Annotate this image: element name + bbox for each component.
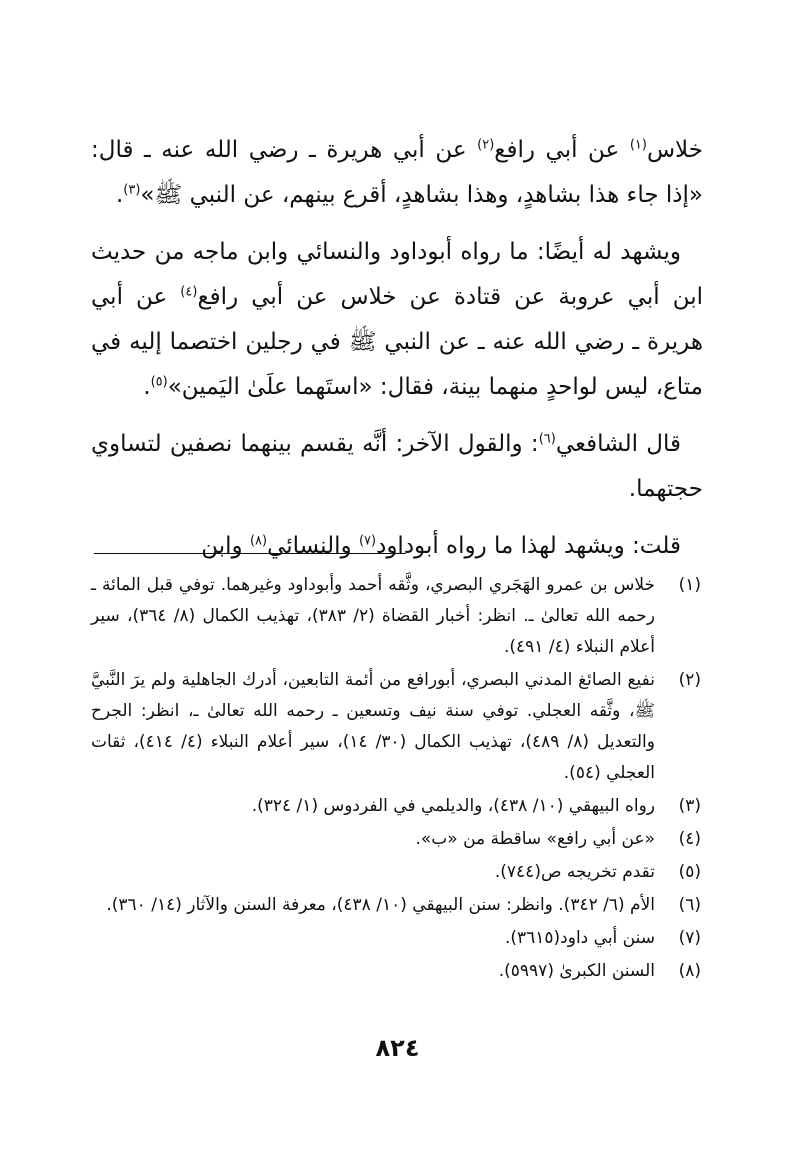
footnote-ref[interactable]: (٥) <box>150 374 168 390</box>
paragraph-text: قلت: ويشهد لهذا ما رواه أبوداود <box>376 533 681 559</box>
paragraph-text: . <box>143 374 151 400</box>
footnote-text: تقدم تخريجه ص(٧٤٤). <box>494 862 655 882</box>
paragraph-text: عن أبي هريرة ـ رضي الله عنه ـ قال: «إذا جاء هذا بشاهدٍ، وهذا بشاهدٍ، أقرع بينهم، عن النبي ﷺ» <box>91 137 703 208</box>
footnote-number: (١) <box>678 575 701 595</box>
footnote-ref[interactable]: (٦) <box>538 431 556 447</box>
footnote-item <box>91 890 701 921</box>
footnote-number: (٨) <box>678 961 701 981</box>
footnote-ref[interactable]: (٤) <box>180 284 198 300</box>
footnote-ref[interactable]: (٣) <box>123 182 141 198</box>
footnote-number: (٦) <box>678 895 701 915</box>
paragraph-text: وابن <box>201 533 250 559</box>
footnote-ref[interactable]: (١) <box>629 137 647 153</box>
paragraph-text: : والقول الآخر: أنَّه يقسم بينهما نصفين لتساوي حجتهما. <box>91 431 703 502</box>
footnote-ref[interactable]: (٨) <box>249 533 268 549</box>
footnote-number: (٢) <box>678 670 701 690</box>
paragraph-text: عن أبي رافع <box>494 137 630 163</box>
footnote-text: سنن أبي داود(٣٦١٥). <box>504 928 655 948</box>
paragraph <box>91 524 703 569</box>
footnote-item <box>91 791 701 822</box>
footnote-number: (٣) <box>678 796 701 816</box>
footnote-ref[interactable]: (٧) <box>358 533 377 549</box>
footnote-item <box>91 665 701 789</box>
paragraph-text: قال الشافعي <box>555 431 681 457</box>
main-text <box>91 128 703 581</box>
paragraph-text: خلاس <box>646 137 703 163</box>
paragraph-text: والنسائي <box>267 533 359 559</box>
footnote-number: (٤) <box>678 829 701 849</box>
footnote-text: نفيع الصائغ المدني البصري، أبورافع من أئمة التابعين، أدرك الجاهلية ولم يرَ النَّبيَّ ﷺ، وثَّقه العجلي. توفي سنة نيف وتسعين ـ رحمه الله تعالىٰ ـ، انظر: الجرح والتعديل (٨/ ٤٨٩)، تهذيب الكمال (٣٠/ ١٤)، سير أعلام النبلاء (٤/ ٤١٤)، ثقات العجلي (٥٤). <box>91 670 655 783</box>
footnote-item <box>91 857 701 888</box>
footnote-number: (٧) <box>678 928 701 948</box>
footnotes-list <box>91 570 701 989</box>
footnote-text: السنن الكبرىٰ (٥٩٩٧). <box>498 961 655 981</box>
footnote-divider <box>94 553 406 554</box>
paragraph-text: عن أبي هريرة ـ رضي الله عنه ـ عن النبي ﷺ في رجلين اختصما إليه في متاع، ليس لواحدٍ منهما بينة، فقال: «استَهما علَىٰ اليَمين» <box>91 284 703 400</box>
footnote-item <box>91 824 701 855</box>
footnote-item <box>91 923 701 954</box>
paragraph-text: . <box>115 182 124 208</box>
footnote-text: «عن أبي رافع» ساقطة من «ب». <box>415 829 655 849</box>
footnote-text: الأم (٦/ ٣٤٢). وانظر: سنن البيهقي (١٠/ ٤٣٨)، معرفة السنن والآثار (١٤/ ٣٦٠). <box>106 895 655 915</box>
footnote-text: خلاس بن عمرو الهَجَري البصري، وثَّقه أحمد وأبوداود وغيرهما. توفي قبل المائة ـ رحمه الله تعالىٰ ـ. انظر: أخبار القضاة (٢/ ٣٨٣)، تهذيب الكمال (٨/ ٣٦٤)، سير أعلام النبلاء (٤/ ٤٩١). <box>91 575 655 657</box>
footnote-ref[interactable]: (٢) <box>477 137 495 153</box>
paragraph <box>91 230 703 410</box>
footnote-item <box>91 956 701 987</box>
footnote-text: رواه البيهقي (١٠/ ٤٣٨)، والديلمي في الفردوس (١/ ٣٢٤). <box>251 796 655 816</box>
footnote-item <box>91 570 701 663</box>
page-number: ٨٢٤ <box>375 1034 420 1062</box>
footnote-number: (٥) <box>678 862 701 882</box>
paragraph <box>91 422 703 512</box>
paragraph <box>91 128 703 218</box>
paragraph-text: ويشهد له أيضًا: ما رواه أبوداود والنسائي وابن ماجه من حديث ابن أبي عروبة عن قتادة عن خلاس عن أبي رافع <box>91 239 703 310</box>
